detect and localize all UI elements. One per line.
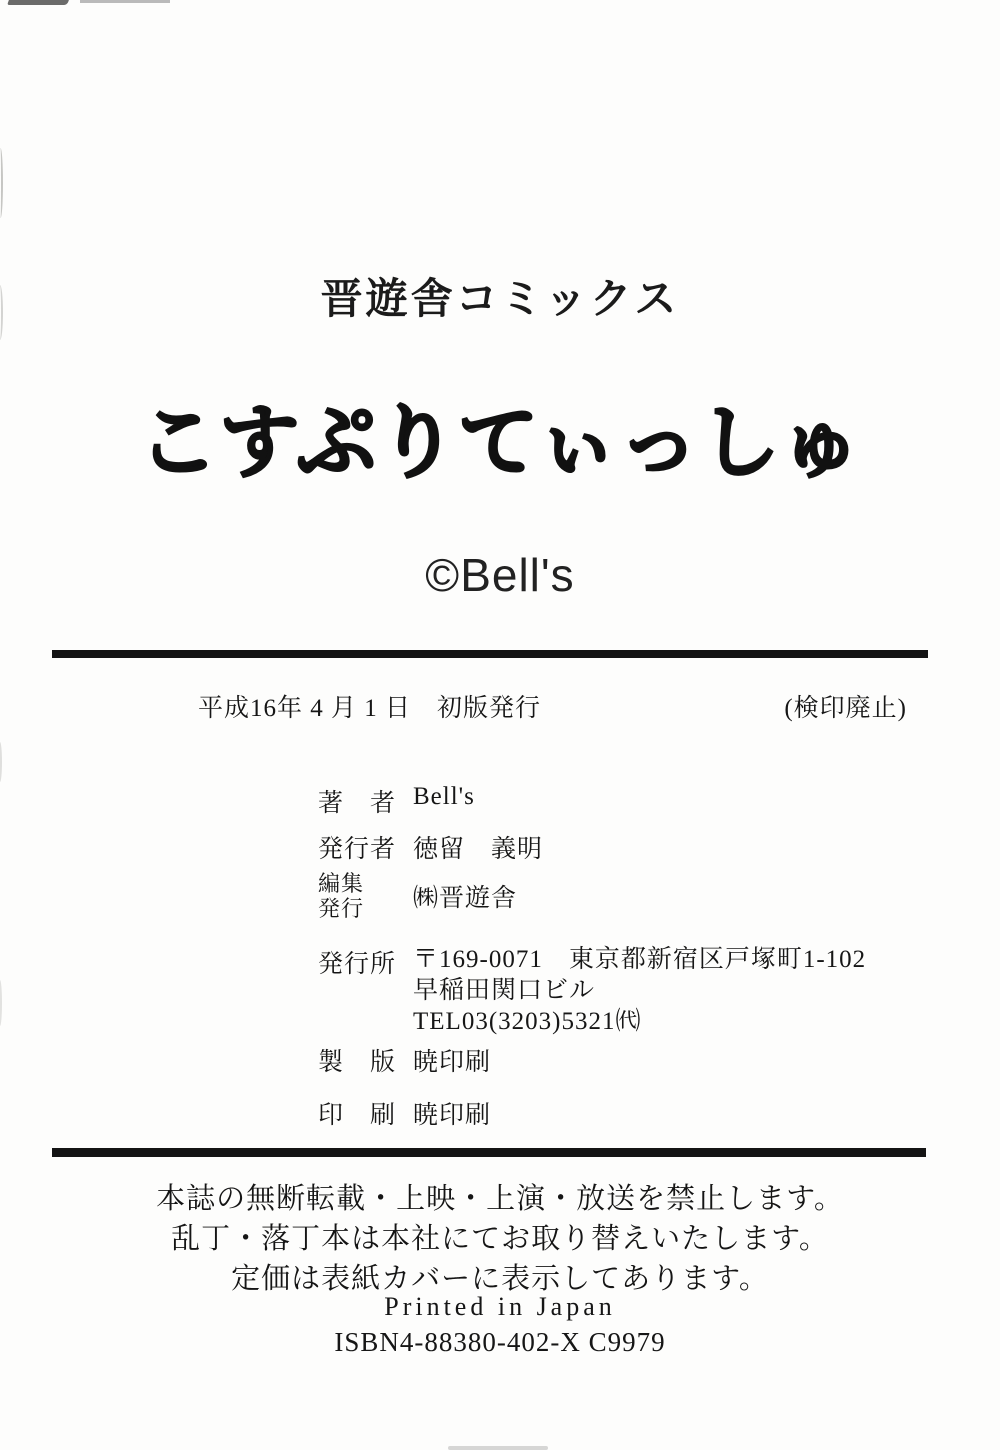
office-address-line1: 〒169-0071 東京都新宿区戸塚町1-102	[413, 946, 867, 973]
row-editing-publishing	[318, 871, 517, 921]
scan-edge-mark	[0, 742, 2, 782]
copyright-credit: ©Bell's	[425, 549, 575, 601]
editing-value: ㈱晋遊舎	[413, 885, 518, 912]
scan-smudge-top-left	[7, 0, 69, 5]
divider-bottom	[52, 1148, 926, 1157]
series-name: 晋遊舎コミックス	[320, 275, 680, 322]
book-title: こすぷりてぃっしゅ	[138, 398, 862, 487]
row-publisher	[318, 829, 543, 865]
plate-label: 製 版	[318, 1049, 397, 1076]
row-author	[318, 783, 475, 819]
editing-label-line1: 編集	[318, 871, 365, 896]
print-value: 暁印刷	[413, 1102, 492, 1129]
row-publishing-office	[318, 944, 866, 1037]
price-notice: 定価は表紙カバーに表示してあります。	[231, 1263, 769, 1295]
isbn-code: ISBN4-88380-402-X C9979	[334, 1327, 666, 1357]
office-address	[413, 944, 866, 1037]
office-address-line2: 早稲田関口ビル	[413, 977, 596, 1004]
seal-abolition-note: (検印廃止)	[784, 695, 907, 722]
author-value: Bell's	[413, 783, 475, 810]
plate-value: 暁印刷	[413, 1049, 492, 1076]
row-printing	[318, 1095, 491, 1131]
scan-smudge-top	[80, 0, 170, 3]
author-label: 著 者	[318, 790, 397, 817]
scan-smudge-bottom	[448, 1446, 548, 1450]
defective-copy-notice: 乱丁・落丁本は本社にてお取り替えいたします。	[171, 1223, 829, 1255]
divider-top	[52, 650, 928, 658]
print-label: 印 刷	[318, 1102, 397, 1129]
scan-edge-mark	[0, 980, 2, 1026]
editing-label-line2: 発行	[318, 896, 365, 921]
edition-date-row	[198, 688, 907, 724]
office-phone: TEL03(3203)5321㈹	[413, 1008, 642, 1035]
row-plate-making	[318, 1042, 491, 1078]
edition-date: 平成16年 4 月 1 日 初版発行	[198, 695, 542, 722]
office-label: 発行所	[318, 951, 397, 978]
scan-edge-mark	[0, 148, 3, 218]
publisher-value: 徳留 義明	[413, 836, 544, 863]
publisher-label: 発行者	[318, 836, 397, 863]
editing-label	[318, 871, 413, 921]
reproduction-notice: 本誌の無断転載・上映・上演・放送を禁止します。	[156, 1183, 844, 1215]
printed-in-japan: Printed in Japan	[384, 1292, 616, 1321]
